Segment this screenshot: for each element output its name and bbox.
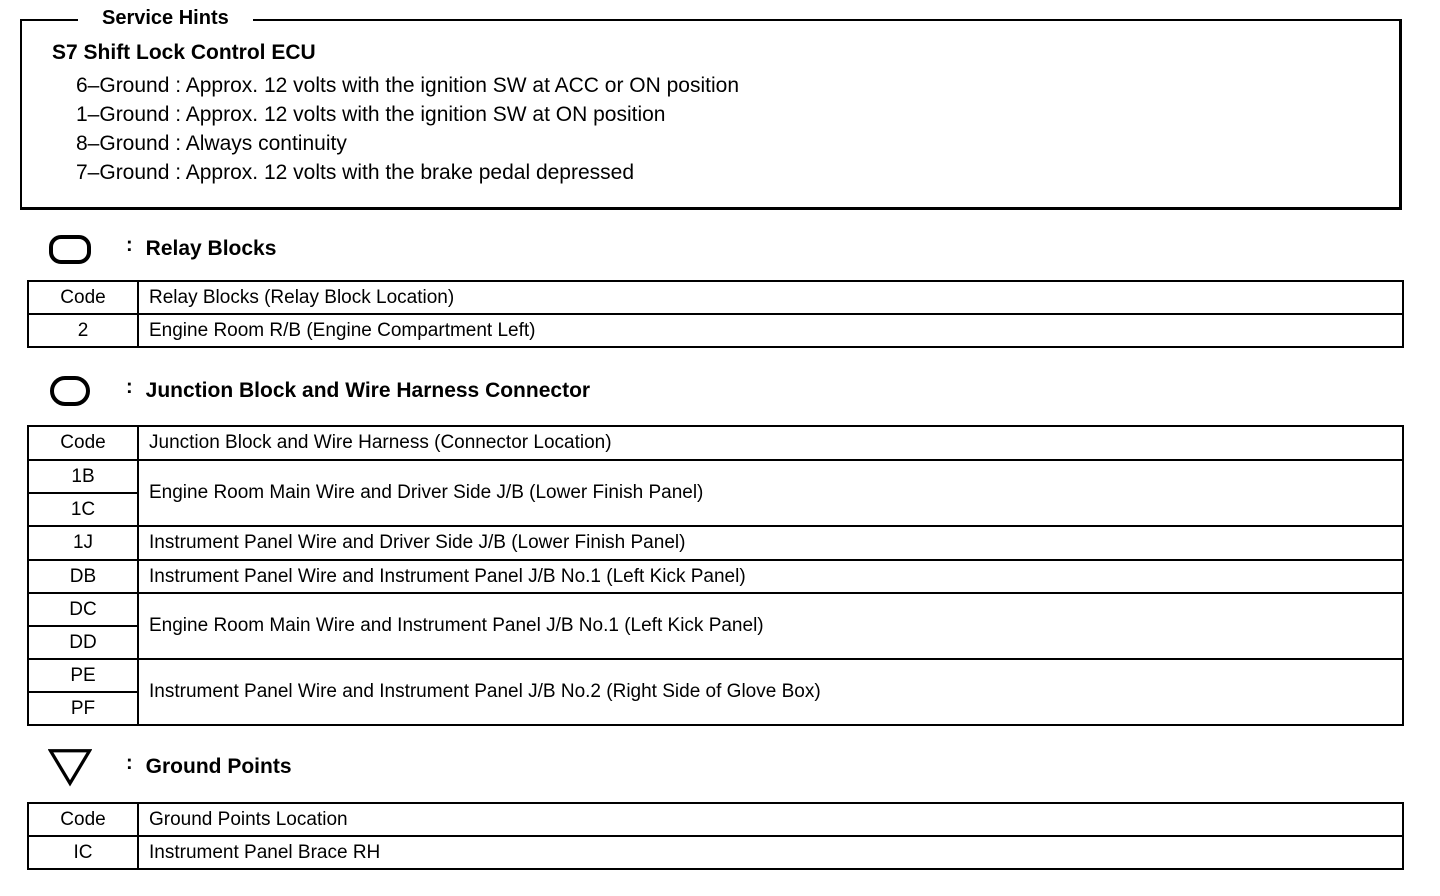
heading-colon: : xyxy=(126,233,133,256)
component-name: S7 Shift Lock Control ECU xyxy=(52,41,316,64)
row-code: PE xyxy=(28,659,138,692)
row-description: Instrument Panel Wire and Instrument Panel J/B No.1 (Left Kick Panel) xyxy=(138,560,1403,593)
relay-blocks-title: Relay Blocks xyxy=(145,237,277,260)
row-code: PF xyxy=(28,692,138,725)
row-code: DC xyxy=(28,593,138,626)
hint-line: 7–Ground : Approx. 12 volts with the brake pedal depressed xyxy=(76,161,635,184)
row-code: DB xyxy=(28,560,138,593)
row-code: 1C xyxy=(28,493,138,526)
ground-points-heading xyxy=(48,749,292,785)
table-row xyxy=(28,560,1403,593)
ground-points-title: Ground Points xyxy=(145,755,292,778)
row-code: 2 xyxy=(28,314,138,347)
heading-colon: : xyxy=(126,751,133,774)
row-description: Engine Room Main Wire and Driver Side J/B (Lower Finish Panel) xyxy=(138,460,1403,526)
table-row xyxy=(28,593,1403,626)
table-row xyxy=(28,836,1403,869)
header-description: Ground Points Location xyxy=(138,803,1403,836)
row-description: Instrument Panel Brace RH xyxy=(138,836,1403,869)
relay-blocks-heading xyxy=(48,231,276,267)
table-header-row xyxy=(28,803,1403,836)
oval-icon xyxy=(48,374,92,408)
table-row xyxy=(28,314,1403,347)
row-description: Engine Room R/B (Engine Compartment Left) xyxy=(138,314,1403,347)
hint-line: 1–Ground : Approx. 12 volts with the ignition SW at ON position xyxy=(76,103,666,126)
row-description: Instrument Panel Wire and Driver Side J/B (Lower Finish Panel) xyxy=(138,526,1403,560)
table-row xyxy=(28,659,1403,692)
junction-blocks-table xyxy=(27,425,1404,726)
row-code: IC xyxy=(28,836,138,869)
junction-blocks-title: Junction Block and Wire Harness Connector xyxy=(145,379,591,402)
service-hints-title: Service Hints xyxy=(78,7,253,29)
row-code: 1B xyxy=(28,460,138,493)
row-code: 1J xyxy=(28,526,138,560)
header-code: Code xyxy=(28,426,138,460)
heading-colon: : xyxy=(126,375,133,398)
row-code: DD xyxy=(28,626,138,659)
down-triangle-icon xyxy=(48,744,92,790)
rounded-rectangle-icon xyxy=(48,233,92,265)
table-row xyxy=(28,526,1403,560)
header-code: Code xyxy=(28,803,138,836)
header-description: Junction Block and Wire Harness (Connector Location) xyxy=(138,426,1403,460)
hint-line: 6–Ground : Approx. 12 volts with the ignition SW at ACC or ON position xyxy=(76,74,739,97)
relay-blocks-table xyxy=(27,280,1404,348)
ground-points-table xyxy=(27,802,1404,870)
table-header-row xyxy=(28,426,1403,460)
table-row xyxy=(28,460,1403,493)
hint-line: 8–Ground : Always continuity xyxy=(76,132,347,155)
junction-blocks-heading xyxy=(48,373,590,409)
service-hints-list xyxy=(76,73,739,189)
row-description: Instrument Panel Wire and Instrument Panel J/B No.2 (Right Side of Glove Box) xyxy=(138,659,1403,725)
header-code: Code xyxy=(28,281,138,314)
table-header-row xyxy=(28,281,1403,314)
row-description: Engine Room Main Wire and Instrument Panel J/B No.1 (Left Kick Panel) xyxy=(138,593,1403,659)
header-description: Relay Blocks (Relay Block Location) xyxy=(138,281,1403,314)
